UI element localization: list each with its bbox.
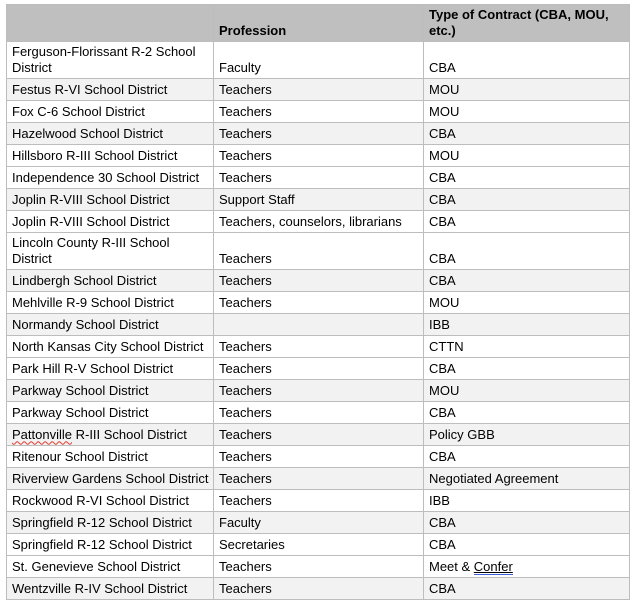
contract-cell: CBA — [424, 211, 630, 233]
table-row — [7, 233, 630, 270]
profession-cell: Faculty — [214, 512, 424, 534]
contract-cell: Meet & Confer — [424, 556, 630, 578]
profession-cell: Secretaries — [214, 534, 424, 556]
contract-cell: CTTN — [424, 336, 630, 358]
contract-cell: MOU — [424, 145, 630, 167]
table-row — [7, 380, 630, 402]
district-cell: Springfield R-12 School District — [7, 534, 214, 556]
table-row — [7, 167, 630, 189]
profession-cell: Teachers — [214, 145, 424, 167]
table-row — [7, 292, 630, 314]
district-cell: Festus R-VI School District — [7, 79, 214, 101]
table-row — [7, 79, 630, 101]
contract-cell: CBA — [424, 123, 630, 145]
spellcheck-underline: Pattonville — [12, 426, 72, 442]
profession-cell: Teachers — [214, 468, 424, 490]
table-row — [7, 42, 630, 79]
contract-cell: IBB — [424, 314, 630, 336]
district-cell: Pattonville R-III School District — [7, 424, 214, 446]
district-cell: Hazelwood School District — [7, 123, 214, 145]
table-row — [7, 578, 630, 600]
district-cell: Rockwood R-VI School District — [7, 490, 214, 512]
district-cell: Joplin R-VIII School District — [7, 211, 214, 233]
profession-cell: Teachers — [214, 380, 424, 402]
district-cell: Fox C-6 School District — [7, 101, 214, 123]
profession-cell: Teachers — [214, 79, 424, 101]
document-page — [6, 4, 629, 600]
table-row — [7, 189, 630, 211]
district-cell: Mehlville R-9 School District — [7, 292, 214, 314]
profession-cell: Teachers — [214, 123, 424, 145]
district-cell: Normandy School District — [7, 314, 214, 336]
district-cell: Lindbergh School District — [7, 270, 214, 292]
table-row — [7, 446, 630, 468]
contract-cell: MOU — [424, 380, 630, 402]
contract-cell: CBA — [424, 167, 630, 189]
profession-cell: Teachers — [214, 556, 424, 578]
column-header-district — [7, 5, 214, 42]
contract-cell: CBA — [424, 270, 630, 292]
table-row — [7, 402, 630, 424]
district-cell: Springfield R-12 School District — [7, 512, 214, 534]
profession-cell: Teachers — [214, 424, 424, 446]
table-row — [7, 145, 630, 167]
district-cell: Riverview Gardens School District — [7, 468, 214, 490]
district-cell: Parkway School District — [7, 380, 214, 402]
column-header-profession: Profession — [214, 5, 424, 42]
table-row — [7, 358, 630, 380]
table-row — [7, 512, 630, 534]
profession-cell — [214, 314, 424, 336]
grammar-underline: Confer — [473, 558, 513, 574]
district-cell: Parkway School District — [7, 402, 214, 424]
contract-cell: MOU — [424, 101, 630, 123]
profession-cell: Teachers — [214, 336, 424, 358]
table-row — [7, 211, 630, 233]
contract-cell: CBA — [424, 358, 630, 380]
column-header-contract: Type of Contract (CBA, MOU, etc.) — [424, 5, 630, 42]
table-row — [7, 336, 630, 358]
profession-cell: Teachers — [214, 402, 424, 424]
profession-cell: Support Staff — [214, 189, 424, 211]
table-header — [7, 5, 630, 42]
table-body — [7, 42, 630, 600]
district-cell: Lincoln County R-III School District — [7, 233, 214, 270]
contract-cell: CBA — [424, 578, 630, 600]
table-row — [7, 123, 630, 145]
contract-cell: CBA — [424, 42, 630, 79]
table-row — [7, 101, 630, 123]
header-row — [7, 5, 630, 42]
profession-cell: Teachers — [214, 270, 424, 292]
contract-cell: MOU — [424, 79, 630, 101]
district-cell: North Kansas City School District — [7, 336, 214, 358]
profession-cell: Teachers — [214, 292, 424, 314]
contract-cell: Negotiated Agreement — [424, 468, 630, 490]
district-cell: Park Hill R-V School District — [7, 358, 214, 380]
profession-cell: Teachers — [214, 167, 424, 189]
district-cell: Wentzville R-IV School District — [7, 578, 214, 600]
district-cell: Independence 30 School District — [7, 167, 214, 189]
profession-cell: Teachers — [214, 358, 424, 380]
profession-cell: Teachers, counselors, librarians — [214, 211, 424, 233]
contract-cell: CBA — [424, 189, 630, 211]
contract-cell: CBA — [424, 446, 630, 468]
contract-cell: CBA — [424, 233, 630, 270]
contract-cell: CBA — [424, 512, 630, 534]
contract-cell: Policy GBB — [424, 424, 630, 446]
table-row — [7, 534, 630, 556]
profession-cell: Teachers — [214, 578, 424, 600]
table-row — [7, 270, 630, 292]
table-row — [7, 424, 630, 446]
district-cell: Ferguson-Florissant R-2 School District — [7, 42, 214, 79]
contracts-table — [6, 4, 630, 600]
table-row — [7, 490, 630, 512]
district-cell: Hillsboro R-III School District — [7, 145, 214, 167]
district-cell: St. Genevieve School District — [7, 556, 214, 578]
contract-cell: CBA — [424, 534, 630, 556]
contract-cell: CBA — [424, 402, 630, 424]
table-row — [7, 314, 630, 336]
district-cell: Joplin R-VIII School District — [7, 189, 214, 211]
profession-cell: Teachers — [214, 101, 424, 123]
district-cell: Ritenour School District — [7, 446, 214, 468]
table-row — [7, 468, 630, 490]
profession-cell: Faculty — [214, 42, 424, 79]
table-row — [7, 556, 630, 578]
contract-cell: MOU — [424, 292, 630, 314]
profession-cell: Teachers — [214, 446, 424, 468]
contract-cell: IBB — [424, 490, 630, 512]
profession-cell: Teachers — [214, 490, 424, 512]
profession-cell: Teachers — [214, 233, 424, 270]
